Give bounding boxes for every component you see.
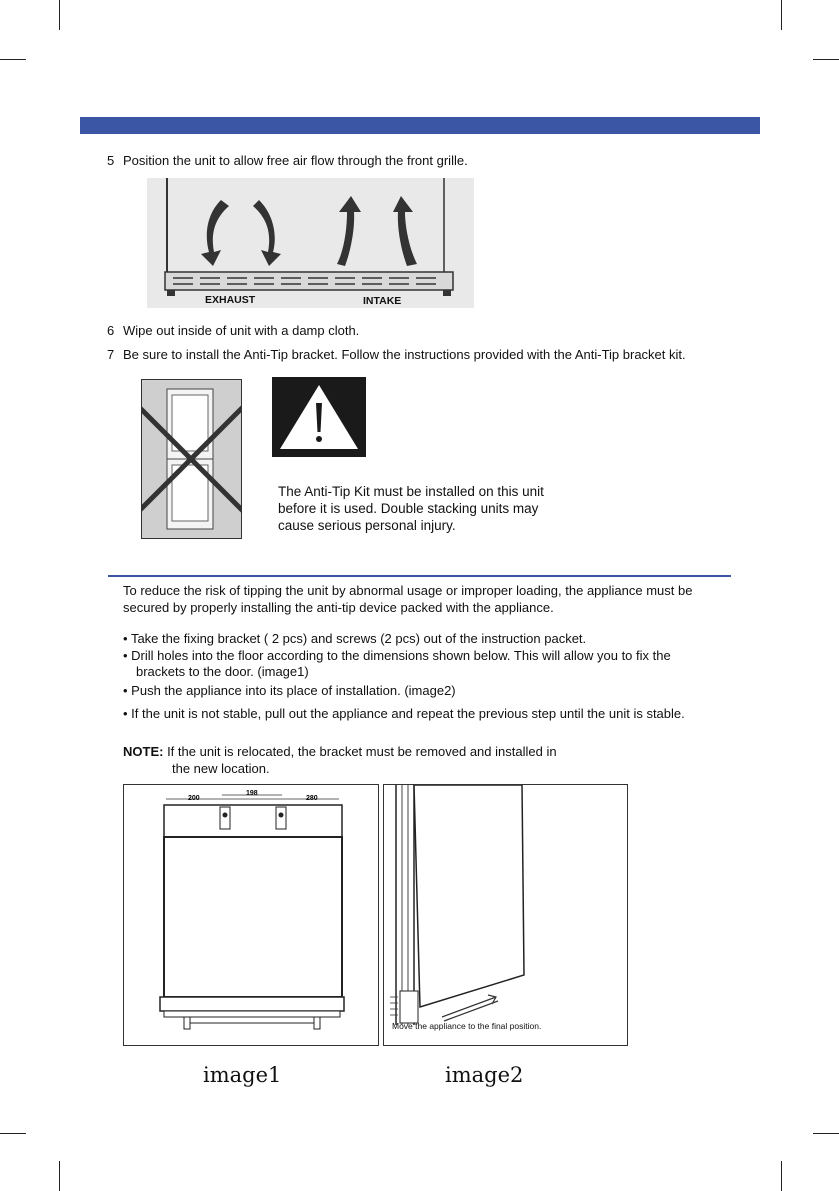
intake-label: INTAKE [363, 295, 402, 307]
bullet-text: If the unit is not stable, pull out the appliance and repeat the previous step until the unit is stable. [131, 706, 685, 721]
airflow-drawing [147, 178, 474, 308]
header-bar [80, 117, 760, 134]
image1-frame [123, 784, 379, 1046]
no-stacking-drawing [141, 379, 242, 539]
bullet-text: Drill holes into the floor according to the dimensions shown below. This will allow you to fix the [131, 648, 671, 663]
crop-mark [0, 59, 26, 60]
intake-arrow [393, 196, 417, 266]
step-number: 7 [107, 347, 115, 362]
section-divider [108, 575, 731, 577]
image1-drawing [124, 785, 378, 1045]
intro-paragraph [123, 582, 692, 616]
warning-line: cause serious personal injury. [278, 518, 456, 533]
image1-caption: image1 [203, 1063, 282, 1087]
bullet-text: Push the appliance into its place of installation. (image2) [131, 683, 456, 698]
note-text: the new location. [172, 761, 270, 776]
bullet-text: brackets to the door. (image1) [136, 664, 309, 679]
warning-line: before it is used. Double stacking units may [278, 501, 539, 516]
crop-mark [59, 0, 60, 30]
note-label: NOTE: [123, 744, 164, 759]
crop-mark [0, 1133, 26, 1134]
dim-center: 198 [246, 790, 258, 797]
dim-right: 280 [306, 795, 318, 802]
move-label: Move the appliance to the final position. [392, 1021, 542, 1031]
warning-line: The Anti-Tip Kit must be installed on this unit [278, 484, 544, 499]
exhaust-arrow [201, 200, 229, 266]
crop-mark [813, 1133, 839, 1134]
airflow-illustration [147, 178, 474, 308]
intro-line: secured by properly installing the anti-tip device packed with the appliance. [123, 600, 554, 615]
step-6 [107, 323, 359, 339]
bullet-item: • If the unit is not stable, pull out the appliance and repeat the previous step until the unit is stable. [123, 706, 685, 721]
warning-triangle-icon [272, 377, 366, 457]
step-5 [107, 153, 468, 169]
step-text: Wipe out inside of unit with a damp cloth. [123, 323, 360, 338]
exhaust-label: EXHAUST [205, 294, 256, 306]
image2-frame [383, 784, 628, 1046]
bullet-item-continued [136, 663, 309, 680]
crop-mark [781, 1161, 782, 1191]
step-text: Position the unit to allow free air flow through the front grille. [123, 153, 468, 168]
crop-mark [781, 0, 782, 30]
note-text: If the unit is relocated, the bracket must be removed and installed in [163, 744, 557, 759]
bullet-item: • Drill holes into the floor according to the dimensions shown below. This will allow you to fix the [123, 648, 671, 663]
image2-drawing [384, 785, 627, 1045]
step-7 [107, 347, 686, 363]
step-text: Be sure to install the Anti-Tip bracket. Follow the instructions provided with the Anti-Tip bracket kit. [123, 347, 686, 362]
step-number: 5 [107, 153, 115, 168]
exhaust-arrow [253, 200, 281, 266]
dim-left: 200 [188, 795, 200, 802]
intake-arrow [337, 196, 361, 266]
crop-mark [813, 59, 839, 60]
note [123, 743, 557, 760]
no-stacking-figure [141, 379, 242, 539]
step-number: 6 [107, 323, 115, 338]
bullet-item: • Push the appliance into its place of installation. (image2) [123, 683, 456, 698]
bullet-item: • Take the fixing bracket ( 2 pcs) and screws (2 pcs) out of the instruction packet. [123, 631, 587, 646]
warning-text [278, 483, 544, 534]
warning-sign [272, 377, 366, 457]
image2-caption: image2 [445, 1063, 524, 1087]
intro-line: To reduce the risk of tipping the unit by abnormal usage or improper loading, the appliance must be [123, 583, 693, 598]
crop-mark [59, 1161, 60, 1191]
bullet-text: Take the fixing bracket ( 2 pcs) and screws (2 pcs) out of the instruction packet. [130, 631, 587, 646]
note-continued [172, 760, 270, 777]
